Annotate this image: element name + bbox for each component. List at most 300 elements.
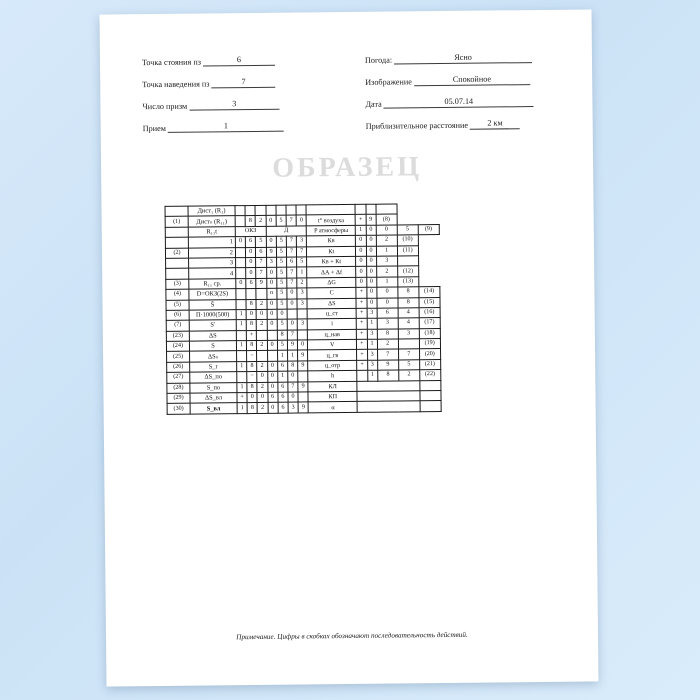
cell[interactable]: 9 xyxy=(298,382,308,392)
row-label: 3 xyxy=(189,258,236,269)
row-label: 1 xyxy=(188,237,235,248)
cell[interactable]: 7 xyxy=(256,268,266,278)
cell[interactable]: 7 xyxy=(287,330,297,340)
cell[interactable]: 3 xyxy=(297,298,307,308)
cell[interactable] xyxy=(267,330,277,340)
cell[interactable]: 5 xyxy=(276,236,286,246)
cell[interactable]: 6 xyxy=(377,308,398,319)
cell[interactable]: 2 xyxy=(257,361,267,371)
right-row-index: (8) xyxy=(376,214,397,225)
cell[interactable]: 0 xyxy=(376,225,397,236)
cell[interactable]: 0 xyxy=(256,309,266,319)
cell[interactable]: 7 xyxy=(286,236,296,246)
cell[interactable]: 0 xyxy=(366,235,376,245)
cell[interactable]: 2 xyxy=(256,299,266,309)
cell[interactable]: 7 xyxy=(287,267,297,277)
cell[interactable] xyxy=(256,288,266,298)
row-label: ΔSₙ xyxy=(190,351,237,362)
field-value[interactable]: 6 xyxy=(203,55,275,67)
row-index: (23) xyxy=(166,331,189,342)
cell[interactable] xyxy=(357,401,419,412)
row-index: (29) xyxy=(167,393,190,404)
cell[interactable]: 3 xyxy=(297,288,307,298)
cell[interactable]: 0 xyxy=(377,287,398,298)
cell[interactable] xyxy=(236,268,246,278)
cell[interactable]: 7 xyxy=(286,247,296,257)
right-row-label: ц_ст xyxy=(307,308,356,319)
row-label: S_по xyxy=(190,382,237,393)
field-label: Точка стояния пз xyxy=(141,57,201,68)
cell[interactable]: 2 xyxy=(297,278,307,288)
field-value[interactable]: 05.07.14 xyxy=(384,96,534,109)
cell[interactable]: 5 xyxy=(276,267,286,277)
cell[interactable]: 8 xyxy=(246,320,256,330)
cell[interactable]: 1 xyxy=(236,309,246,319)
right-row-label: α xyxy=(308,402,357,413)
right-row-index: (14) xyxy=(419,287,440,298)
cell[interactable]: 2 xyxy=(257,340,267,350)
cell[interactable]: + xyxy=(356,287,366,297)
cell[interactable]: 5 xyxy=(276,257,286,267)
cell[interactable]: 8 xyxy=(247,361,257,371)
cell[interactable]: 7 xyxy=(256,257,266,267)
cell[interactable]: 1 xyxy=(277,351,287,361)
cell[interactable] xyxy=(237,351,247,361)
row-index: (30) xyxy=(167,404,190,415)
cell[interactable]: 0 xyxy=(366,246,376,256)
cell[interactable]: 0 xyxy=(366,256,376,266)
row-index: (27) xyxy=(167,372,190,383)
field-label: Изображение xyxy=(365,77,412,87)
cell[interactable]: 0 xyxy=(246,257,256,267)
cell[interactable]: 0 xyxy=(356,267,366,277)
cell[interactable]: 0 xyxy=(247,392,257,402)
row-label: S' xyxy=(189,320,236,331)
right-row-label xyxy=(306,204,355,215)
row-label: S xyxy=(189,341,236,352)
grid-table xyxy=(165,203,442,415)
cell[interactable]: 0 xyxy=(356,256,366,266)
cell[interactable]: 0 xyxy=(257,372,267,382)
cell[interactable]: 6 xyxy=(246,237,256,247)
right-row-label: P атмосферы xyxy=(307,225,356,236)
cell[interactable]: 2 xyxy=(257,320,267,330)
right-row-index: (22) xyxy=(419,370,440,381)
row-index: (7) xyxy=(166,320,189,331)
cell[interactable]: 0 xyxy=(356,277,366,287)
cell[interactable] xyxy=(236,299,246,309)
cell[interactable]: − xyxy=(247,372,257,382)
cell[interactable] xyxy=(236,258,246,268)
cell[interactable]: 3 xyxy=(367,329,377,339)
cell[interactable]: 7 xyxy=(398,349,419,360)
right-row-index: (18) xyxy=(419,328,440,339)
cell[interactable]: + xyxy=(246,330,256,340)
row-index xyxy=(165,206,188,217)
row-label: R₁₁ ср. xyxy=(189,278,236,289)
row-label: D=ОКЗ(2S) xyxy=(189,289,236,300)
watermark-obrazec: ОБРАЗЕЦ xyxy=(272,151,423,184)
right-row-label: i xyxy=(308,319,357,330)
field-prism-count xyxy=(142,99,279,111)
cell[interactable] xyxy=(287,309,297,319)
cell[interactable]: 4 xyxy=(398,318,419,329)
cell[interactable]: 1 xyxy=(237,403,247,413)
field-value[interactable]: Ясно xyxy=(394,52,532,64)
field-value[interactable]: 1 xyxy=(168,121,284,133)
row-label: П·1000(500) xyxy=(189,310,236,321)
right-row-label: ΔS xyxy=(307,298,356,309)
cell[interactable]: 0 xyxy=(266,268,276,278)
cell[interactable]: 3 xyxy=(367,350,377,360)
cell[interactable]: 0 xyxy=(287,299,297,309)
cell[interactable]: + xyxy=(357,360,367,370)
cell[interactable]: 0 xyxy=(288,371,298,381)
right-row-label: ΔА + Δf xyxy=(307,267,356,278)
cell[interactable] xyxy=(296,205,306,215)
right-row-index: (16) xyxy=(419,307,440,318)
field-stanciya-point xyxy=(142,55,275,67)
row-label: ΔS xyxy=(189,330,236,341)
cell[interactable] xyxy=(365,204,375,214)
cell[interactable]: 5 xyxy=(277,340,287,350)
cell[interactable] xyxy=(357,391,419,402)
document-page xyxy=(99,9,598,686)
cell[interactable] xyxy=(297,330,307,340)
cell[interactable]: 0 xyxy=(235,237,245,247)
cell[interactable]: 3 xyxy=(296,236,306,246)
right-row-index: (13) xyxy=(397,277,418,288)
cell[interactable]: 0 xyxy=(366,267,376,277)
row-label: S_r xyxy=(190,362,237,373)
cell[interactable]: 0 xyxy=(246,268,256,278)
row-label: 2 xyxy=(188,247,235,258)
header-fields xyxy=(100,43,593,158)
cell[interactable]: 5 xyxy=(276,247,286,257)
row-index: (24) xyxy=(166,341,189,352)
row-index: (1) xyxy=(165,217,188,228)
cell[interactable]: 0 xyxy=(366,225,376,235)
cell[interactable]: 3 xyxy=(266,257,276,267)
cell[interactable] xyxy=(236,289,246,299)
cell[interactable]: + xyxy=(237,393,247,403)
cell[interactable]: 1 xyxy=(237,382,247,392)
cell[interactable]: 8 xyxy=(247,341,257,351)
cell[interactable]: 5 xyxy=(277,278,287,288)
cell[interactable] xyxy=(398,339,419,350)
cell[interactable]: 1 xyxy=(297,267,307,277)
row-label: ΔS_вл xyxy=(190,393,237,404)
cell[interactable]: 7 xyxy=(377,349,398,360)
right-row-label: C xyxy=(307,288,356,299)
row-label: Ŝ xyxy=(189,299,236,310)
cell[interactable]: 1 xyxy=(277,371,287,381)
cell[interactable]: 0 xyxy=(287,319,297,329)
cell[interactable]: 1 xyxy=(237,361,247,371)
cell[interactable]: 1 xyxy=(367,319,377,329)
cell[interactable]: n xyxy=(266,288,276,298)
cell[interactable]: + xyxy=(355,215,365,225)
cell[interactable]: 9 xyxy=(298,350,308,360)
right-row-label: ц_нав xyxy=(308,329,357,340)
row-index: (25) xyxy=(167,352,190,363)
cell-okz[interactable]: ОКЗ xyxy=(235,226,266,237)
cell[interactable]: 2 xyxy=(257,382,267,392)
cell[interactable]: 3 xyxy=(376,256,397,267)
cell[interactable]: 0 xyxy=(356,246,366,256)
cell[interactable] xyxy=(245,205,255,215)
cell[interactable]: 0 xyxy=(246,309,256,319)
cell[interactable]: 0 xyxy=(267,299,277,309)
cell[interactable]: 8 xyxy=(398,287,419,298)
row-index: (28) xyxy=(167,383,190,394)
field-label: Погода: xyxy=(364,55,393,65)
cell[interactable]: 0 xyxy=(267,372,277,382)
cell[interactable]: 9 xyxy=(298,361,308,371)
cell[interactable]: + xyxy=(357,319,367,329)
row-index xyxy=(166,269,189,280)
cell[interactable]: 7 xyxy=(297,246,307,256)
cell[interactable]: 2 xyxy=(257,403,267,413)
cell[interactable]: 6 xyxy=(286,257,296,267)
cell[interactable]: 9 xyxy=(298,402,308,412)
cell[interactable]: 2 xyxy=(376,266,397,277)
right-row-label: Кв xyxy=(307,236,356,247)
cell[interactable]: 8 xyxy=(377,370,398,381)
cell[interactable]: 9 xyxy=(287,340,297,350)
right-row-label: ц_отр xyxy=(308,360,357,371)
cell[interactable]: 8 xyxy=(277,330,287,340)
cell[interactable] xyxy=(267,351,277,361)
cell[interactable]: 5 xyxy=(276,216,286,226)
cell[interactable]: + xyxy=(356,298,366,308)
field-label: Число призм xyxy=(142,101,188,112)
field-date xyxy=(365,96,533,109)
cell[interactable]: 8 xyxy=(247,403,257,413)
cell[interactable] xyxy=(286,205,296,215)
cell[interactable]: 0 xyxy=(366,298,376,308)
cell[interactable]: 8 xyxy=(245,216,255,226)
field-image-quality xyxy=(365,74,530,87)
cell[interactable]: 0 xyxy=(236,278,246,288)
cell[interactable]: 0 xyxy=(288,392,298,402)
cell[interactable]: 3 xyxy=(297,319,307,329)
field-value[interactable]: 7 xyxy=(211,77,275,89)
field-label: Прием xyxy=(142,123,166,134)
row-index: (6) xyxy=(166,310,189,321)
cell[interactable]: 5 xyxy=(277,299,287,309)
cell[interactable] xyxy=(237,372,247,382)
field-navedeniya-point xyxy=(142,77,275,89)
right-row-index: (17) xyxy=(419,318,440,329)
cell[interactable] xyxy=(246,289,256,299)
right-row-index: (20) xyxy=(419,349,440,360)
right-row-index: (11) xyxy=(397,245,418,256)
cell[interactable]: 0 xyxy=(268,403,278,413)
right-row-index: (15) xyxy=(419,297,440,308)
cell[interactable]: 1 xyxy=(367,339,377,349)
cell[interactable]: 6 xyxy=(246,278,256,288)
cell[interactable]: 3 xyxy=(398,328,419,339)
right-row-label: V xyxy=(308,339,357,350)
cell[interactable]: 0 xyxy=(366,287,376,297)
cell[interactable]: 5 xyxy=(277,288,287,298)
cell[interactable]: 2 xyxy=(377,339,398,350)
cell[interactable]: 1 xyxy=(356,225,366,235)
cell[interactable]: 6 xyxy=(268,392,278,402)
table-row xyxy=(167,401,441,414)
cell[interactable] xyxy=(357,380,419,391)
row-label: Дистₙ (R₁₁) xyxy=(188,216,235,227)
cell[interactable]: 0 xyxy=(266,236,276,246)
cell[interactable]: 0 xyxy=(296,215,306,225)
cell[interactable]: 8 xyxy=(398,297,419,308)
field-approx-distance xyxy=(366,118,520,131)
footnote-note: Примечание. Цифры в скобках обозначают последовательность действий. xyxy=(236,630,468,642)
field-priem xyxy=(143,121,284,133)
cell[interactable]: + xyxy=(357,350,367,360)
cell[interactable]: 6 xyxy=(278,403,288,413)
field-label: Приблизительное расстояние xyxy=(365,120,469,131)
cell[interactable]: 1 xyxy=(367,370,377,380)
cell[interactable]: 8 xyxy=(377,329,398,340)
cell[interactable]: 0 xyxy=(267,361,277,371)
cell[interactable]: 0 xyxy=(267,309,277,319)
cell[interactable]: 5 xyxy=(398,360,419,371)
row-index xyxy=(165,227,188,238)
right-row-index xyxy=(420,391,441,402)
cell[interactable]: 3 xyxy=(288,402,298,412)
right-row-index: (21) xyxy=(419,359,440,370)
field-value[interactable]: 3 xyxy=(189,99,279,111)
cell[interactable] xyxy=(298,392,308,402)
cell[interactable]: 9 xyxy=(256,278,266,288)
cell[interactable]: 2 xyxy=(376,235,397,246)
cell[interactable]: 9 xyxy=(377,360,398,371)
cell[interactable]: 1 xyxy=(376,246,397,257)
right-row-label: КЛ xyxy=(308,381,357,392)
right-row-label: ц_гв xyxy=(308,350,357,361)
cell[interactable]: 8 xyxy=(247,382,257,392)
right-row-index: (19) xyxy=(419,339,440,350)
cell[interactable]: 0 xyxy=(356,235,366,245)
field-label: Дата xyxy=(365,99,382,109)
right-row-index xyxy=(376,204,397,215)
row-index: (26) xyxy=(167,362,190,373)
cell[interactable]: 1 xyxy=(236,320,246,330)
right-row-index: (9) xyxy=(418,224,439,235)
cell[interactable]: 1 xyxy=(287,351,297,361)
row-label: S_вл xyxy=(190,403,237,414)
row-index: (3) xyxy=(166,279,189,290)
cell[interactable] xyxy=(257,330,267,340)
cell[interactable]: 7 xyxy=(287,278,297,288)
cell[interactable]: 7 xyxy=(286,215,296,225)
cell[interactable]: 0 xyxy=(266,216,276,226)
right-row-index xyxy=(397,256,418,267)
cell[interactable]: 0 xyxy=(366,277,376,287)
cell[interactable] xyxy=(255,205,265,215)
field-value[interactable]: Спокойное xyxy=(414,74,530,86)
cell[interactable]: 5 xyxy=(277,319,287,329)
cell[interactable]: 1 xyxy=(376,277,397,288)
cell[interactable]: 0 xyxy=(298,340,308,350)
row-index xyxy=(166,258,189,269)
field-value[interactable]: 2 км xyxy=(470,118,520,130)
cell[interactable]: 0 xyxy=(257,392,267,402)
cell[interactable]: 0 xyxy=(287,288,297,298)
cell[interactable]: 0 xyxy=(267,340,277,350)
right-row-label: Кt xyxy=(307,246,356,257)
cell[interactable]: 0 xyxy=(267,320,277,330)
cell[interactable] xyxy=(266,205,276,215)
cell[interactable]: 2 xyxy=(398,370,419,381)
row-label: R₁₁t xyxy=(188,226,235,237)
right-row-index xyxy=(420,401,441,412)
cell[interactable] xyxy=(235,216,245,226)
cell[interactable]: 6 xyxy=(256,247,266,257)
field-label: Точка наведения пз xyxy=(142,79,210,90)
cell[interactable]: 9 xyxy=(366,215,376,225)
cell[interactable]: 7 xyxy=(288,382,298,392)
cell[interactable]: 5 xyxy=(297,257,307,267)
cell[interactable]: 6 xyxy=(277,361,287,371)
cell[interactable]: 8 xyxy=(288,361,298,371)
cell[interactable]: 0 xyxy=(246,247,256,257)
cell[interactable]: 1 xyxy=(236,341,246,351)
cell[interactable] xyxy=(236,330,246,340)
cell[interactable]: + xyxy=(357,339,367,349)
cell[interactable]: 3 xyxy=(377,318,398,329)
cell[interactable] xyxy=(257,351,267,361)
cell[interactable]: 3 xyxy=(367,360,377,370)
cell[interactable]: 2 xyxy=(255,216,265,226)
cell[interactable] xyxy=(235,247,245,257)
row-index xyxy=(165,237,188,248)
cell[interactable]: 3 xyxy=(367,308,377,318)
cell[interactable]: 0 xyxy=(277,309,287,319)
calculation-table xyxy=(165,202,533,415)
cell-d[interactable]: Д xyxy=(266,226,307,237)
cell[interactable] xyxy=(355,204,365,214)
cell[interactable]: 0 xyxy=(267,382,277,392)
cell[interactable]: 8 xyxy=(246,299,256,309)
cell[interactable]: 6 xyxy=(278,392,288,402)
cell[interactable]: 0 xyxy=(377,298,398,309)
cell[interactable]: − xyxy=(247,351,257,361)
cell[interactable] xyxy=(235,206,245,216)
cell[interactable] xyxy=(357,371,367,381)
cell[interactable]: 6 xyxy=(278,382,288,392)
cell[interactable] xyxy=(297,309,307,319)
cell[interactable]: 5 xyxy=(397,225,418,236)
cell[interactable]: 0 xyxy=(266,278,276,288)
cell[interactable]: + xyxy=(356,308,366,318)
field-weather xyxy=(365,52,532,65)
cell[interactable] xyxy=(298,371,308,381)
cell[interactable]: 5 xyxy=(256,237,266,247)
right-row-index: (10) xyxy=(397,235,418,246)
row-index: (2) xyxy=(165,248,188,259)
cell[interactable] xyxy=(276,205,286,215)
right-row-label: h xyxy=(308,371,357,382)
cell[interactable]: 4 xyxy=(398,308,419,319)
right-row-label: КП xyxy=(308,391,357,402)
row-label: ΔS_по xyxy=(190,372,237,383)
cell[interactable]: + xyxy=(357,329,367,339)
cell[interactable]: 9 xyxy=(266,247,276,257)
row-label: Дист₁ (R₁) xyxy=(188,206,235,217)
